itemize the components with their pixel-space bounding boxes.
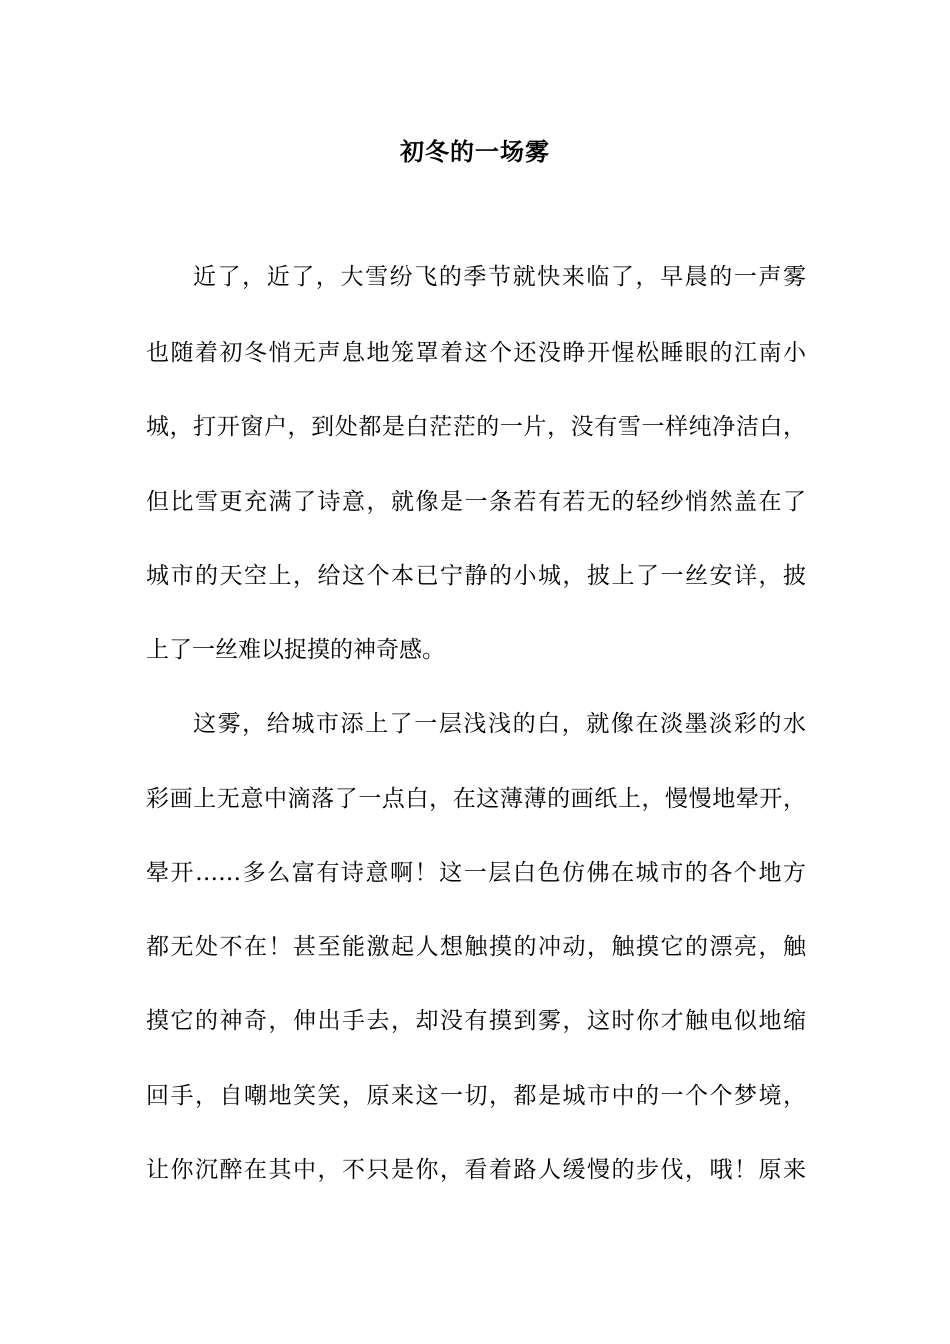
- document-title: 初冬的一场雾: [400, 137, 550, 166]
- paragraph-2-line-7: 让你沉醉在其中，不只是你，看着路人缓慢的步伐，哦！原来: [146, 1157, 806, 1183]
- paragraph-2-line-4: 都无处不在！甚至能激起人想触摸的冲动，触摸它的漂亮，触: [146, 934, 806, 960]
- paragraph-1-line-1: 近了，近了，大雪纷飞的季节就快来临了，早晨的一声雾: [193, 264, 806, 290]
- paragraph-2-line-3: 晕开……多么富有诗意啊！这一层白色仿佛在城市的各个地方: [146, 860, 806, 886]
- paragraph-2-line-1: 这雾，给城市添上了一层浅浅的白，就像在淡墨淡彩的水: [193, 711, 806, 737]
- paragraph-2-line-2: 彩画上无意中滴落了一点白，在这薄薄的画纸上，慢慢地晕开，: [146, 786, 806, 812]
- paragraph-1-line-2: 也随着初冬悄无声息地笼罩着这个还没睁开惺松睡眼的江南小: [146, 340, 806, 366]
- paragraph-1-line-6: 上了一丝难以捉摸的神奇感。: [146, 637, 445, 663]
- paragraph-1-line-3: 城，打开窗户，到处都是白茫茫的一片，没有雪一样纯净洁白，: [146, 414, 806, 440]
- paragraph-2-line-6: 回手，自嘲地笑笑，原来这一切，都是城市中的一个个梦境，: [146, 1083, 806, 1109]
- paragraph-1-line-4: 但比雪更充满了诗意，就像是一条若有若无的轻纱悄然盖在了: [146, 489, 806, 515]
- paragraph-1-line-5: 城市的天空上，给这个本已宁静的小城，披上了一丝安详，披: [146, 563, 806, 589]
- paragraph-2-line-5: 摸它的神奇，伸出手去，却没有摸到雾，这时你才触电似地缩: [146, 1008, 806, 1034]
